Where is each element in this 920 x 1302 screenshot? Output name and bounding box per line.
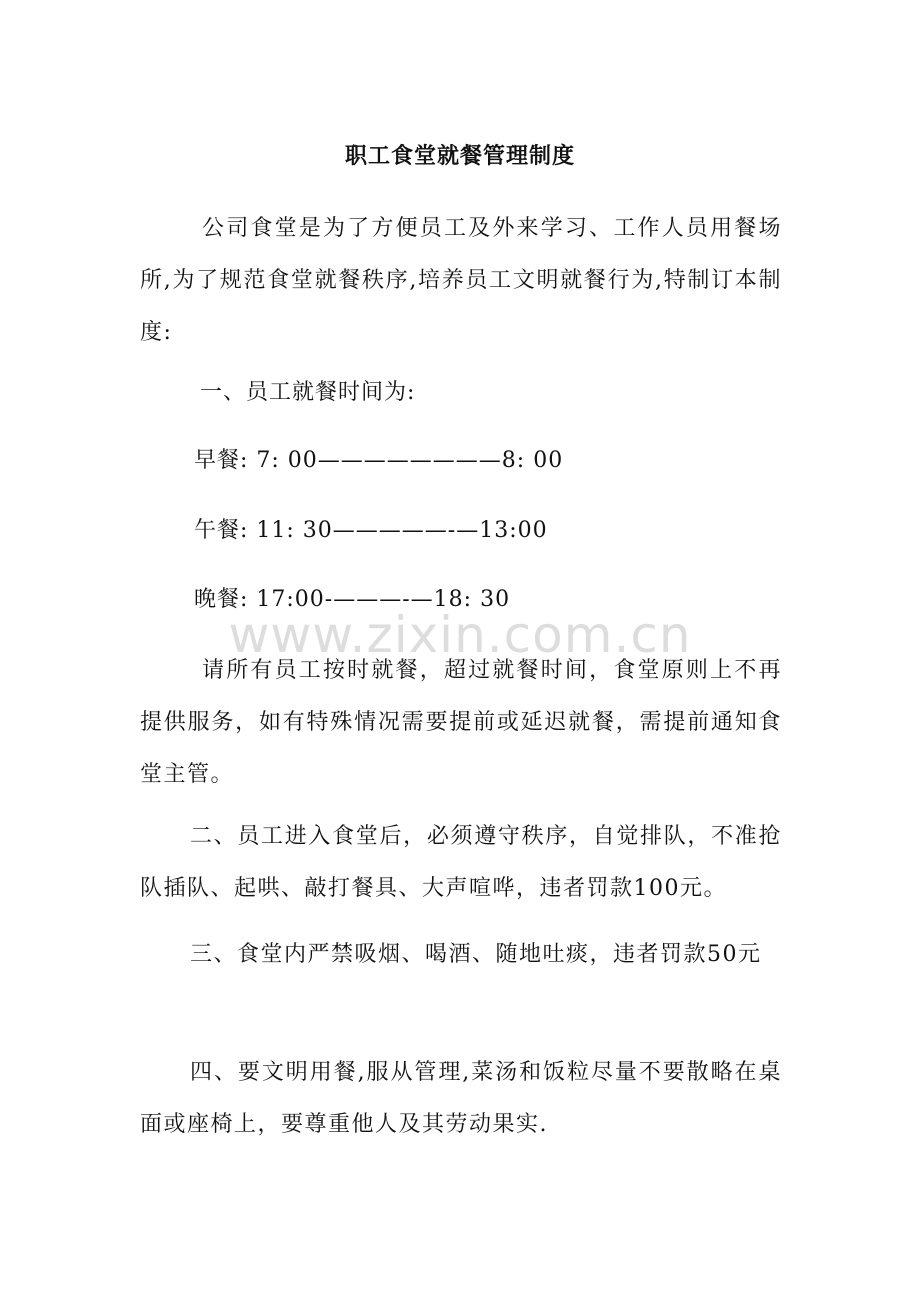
dinner-time: 晚餐: 17:00-———-—18: 30 <box>194 587 511 612</box>
lunch-time: 午餐: 11: 30—————-—13:00 <box>194 518 548 543</box>
section-2-paragraph: 二、员工进入食堂后，必须遵守秩序，自觉排队，不准抢队插队、起哄、敲打餐具、大声喧哗，违者罚款100元。 <box>140 824 782 901</box>
section-1-heading: 一、员工就餐时间为: <box>200 380 416 405</box>
document-title: 职工食堂就餐管理制度 <box>344 143 575 169</box>
section-4-paragraph: 四、要文明用餐,服从管理,菜汤和饭粒尽量不要散略在桌面或座椅上，要尊重他人及其劳动果实. <box>140 1060 782 1137</box>
section-1-note: 请所有员工按时就餐，超过就餐时间，食堂原则上不再提供服务，如有特殊情况需要提前或延迟就餐，需提前通知食堂主管。 <box>140 658 782 787</box>
intro-paragraph: 公司食堂是为了方便员工及外来学习、工作人员用餐场所,为了规范食堂就餐秩序,培养员工文明就餐行为,特制订本制度: <box>140 216 782 345</box>
watermark: www.zixin.com.cn <box>228 606 692 664</box>
breakfast-time: 早餐: 7: 00————————8: 00 <box>194 448 564 473</box>
section-3-paragraph: 三、食堂内严禁吸烟、喝酒、随地吐痰，违者罚款50元 <box>190 942 762 967</box>
